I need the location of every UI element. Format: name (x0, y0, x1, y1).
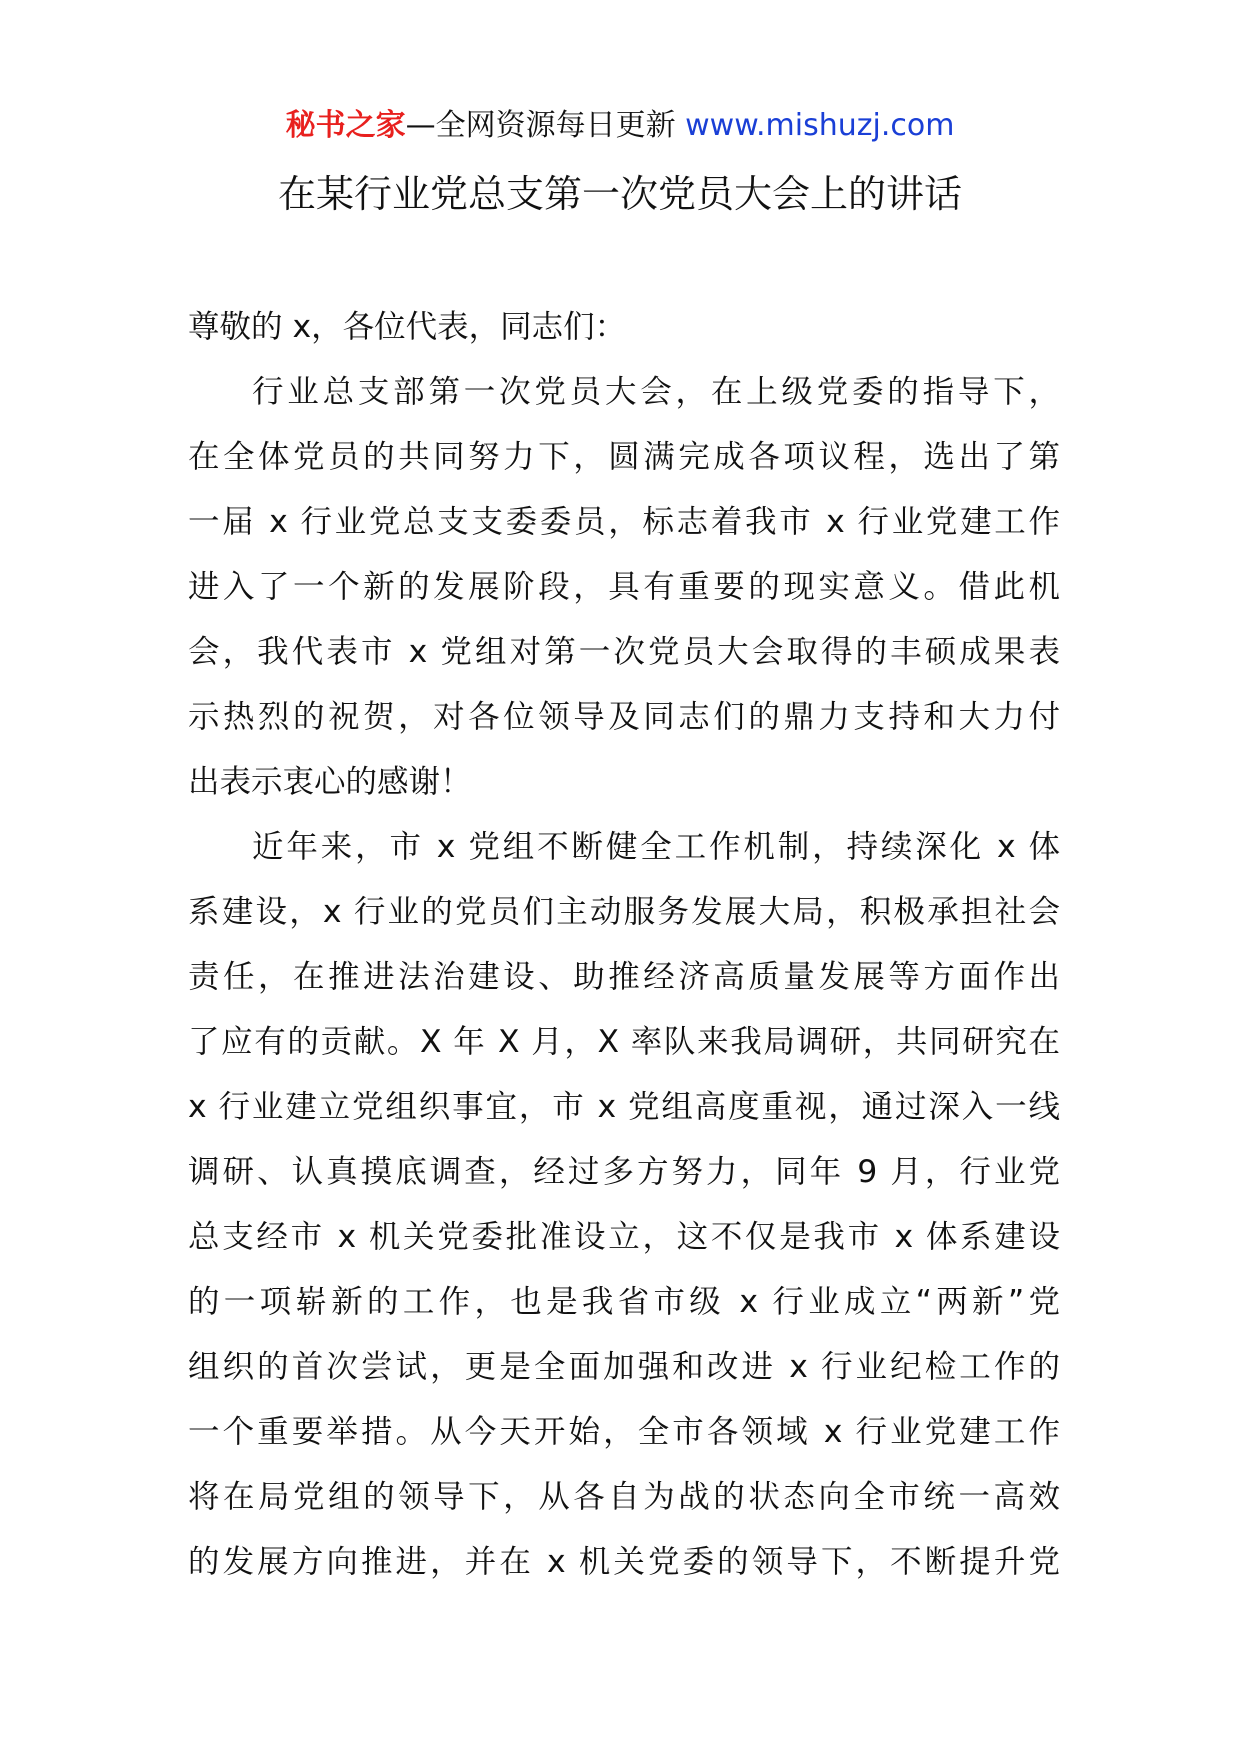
text-line: 将在局党组的领导下，从各自为战的状态向全市统一高效 (188, 1479, 1060, 1515)
text-line: 会，我代表市 x 党组对第一次党员大会取得的丰硕成果表 (188, 634, 1060, 670)
text-line: 近年来，市 x 党组不断健全工作机制，持续深化 x 体 (252, 829, 1060, 865)
text-line: 的发展方向推进，并在 x 机关党委的领导下，不断提升党 (188, 1544, 1060, 1580)
text-line: 一个重要举措。从今天开始，全市各领域 x 行业党建工作 (188, 1414, 1060, 1450)
text-line: 组织的首次尝试，更是全面加强和改进 x 行业纪检工作的 (188, 1349, 1060, 1385)
text-line: 示热烈的祝贺，对各位领导及同志们的鼎力支持和大力付 (188, 699, 1060, 735)
text-line: 调研、认真摸底调查，经过多方努力，同年 9 月，行业党 (188, 1154, 1060, 1190)
document-title: 在某行业党总支第一次党员大会上的讲话 (277, 172, 962, 216)
site-tagline: —全网资源每日更新 (405, 108, 686, 143)
text-line: 系建设，x 行业的党员们主动服务发展大局，积极承担社会 (188, 894, 1060, 930)
text-line: 了应有的贡献。X 年 X 月，X 率队来我局调研，共同研究在 (188, 1024, 1060, 1060)
text-line: 出表示衷心的感谢！ (188, 764, 472, 800)
text-line: 在全体党员的共同努力下，圆满完成各项议程，选出了第 (188, 439, 1060, 475)
text-line: 进入了一个新的发展阶段，具有重要的现实意义。借此机 (188, 569, 1060, 605)
text-line: x 行业建立党组织事宜，市 x 党组高度重视，通过深入一线 (188, 1089, 1060, 1125)
text-line: 的一项崭新的工作，也是我省市级 x 行业成立“两新”党 (188, 1284, 1060, 1320)
site-header (0, 104, 1240, 148)
salutation: 尊敬的 x，各位代表，同志们： (188, 309, 627, 345)
text-line: 一届 x 行业党总支支委委员，标志着我市 x 行业党建工作 (188, 504, 1060, 540)
site-brand: 秘书之家 (285, 108, 406, 143)
text-line: 行业总支部第一次党员大会，在上级党委的指导下， (252, 374, 1060, 410)
paragraph-2 (188, 815, 1060, 1595)
text-line: 总支经市 x 机关党委批准设立，这不仅是我市 x 体系建设 (188, 1219, 1060, 1255)
text-line: 责任，在推进法治建设、助推经济高质量发展等方面作出 (188, 959, 1060, 995)
paragraph-1 (188, 360, 1060, 815)
site-url-link[interactable]: www.mishuzj.com (685, 108, 955, 143)
document-body (188, 295, 1060, 1595)
